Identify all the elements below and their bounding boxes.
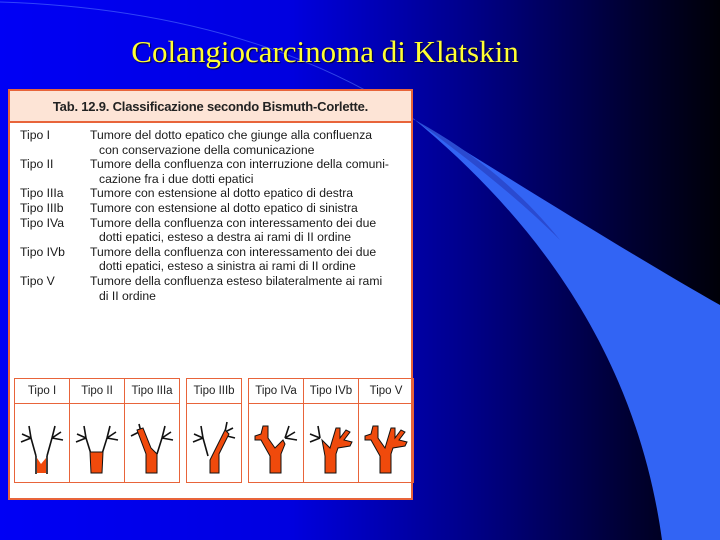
row-description: Tumore con estensione al dotto epatico di destra bbox=[90, 186, 354, 201]
table-row bbox=[20, 216, 405, 245]
table-row bbox=[20, 201, 405, 216]
diagram-label: Tipo IVb bbox=[304, 379, 358, 404]
slide-title: Colangiocarcinoma di Klatskin bbox=[131, 34, 519, 69]
diagram-label: Tipo II bbox=[70, 379, 124, 404]
row-description: Tumore della confluenza con interruzione della comuni- cazione fra i due dotti epatici bbox=[90, 157, 389, 186]
diagram-cell bbox=[304, 379, 359, 482]
diagram-group-3 bbox=[248, 378, 414, 483]
diagram-cell bbox=[125, 379, 179, 482]
diagram-cell bbox=[359, 379, 413, 482]
bile-duct-tree-type-4b-icon bbox=[308, 418, 354, 474]
diagram-group-2 bbox=[186, 378, 242, 483]
row-type: Tipo IIIb bbox=[20, 200, 64, 215]
row-description: Tumore della confluenza con interessamento dei due dotti epatici, esteso a destra ai rami di II ordine bbox=[90, 215, 377, 245]
row-type: Tipo V bbox=[20, 273, 55, 288]
row-description: Tumore del dotto epatico che giunge alla confluenza con conservazione della comunicazione bbox=[90, 128, 373, 157]
classification-table bbox=[8, 89, 413, 500]
table-row bbox=[20, 157, 405, 186]
row-description: Tumore della confluenza esteso bilateralmente ai rami di II ordine bbox=[90, 273, 383, 303]
row-type: Tipo IVa bbox=[20, 215, 65, 230]
diagram-group-1 bbox=[14, 378, 180, 483]
diagram-cell bbox=[187, 379, 241, 482]
bile-duct-tree-type-3a-icon bbox=[129, 418, 175, 474]
bile-duct-tree-type-2-icon bbox=[74, 418, 120, 474]
bile-duct-tree-type-4a-icon bbox=[253, 418, 299, 474]
classification-rows bbox=[20, 128, 405, 303]
diagram-strip bbox=[14, 378, 420, 483]
table-row bbox=[20, 245, 405, 274]
diagram-label: Tipo IIIa bbox=[125, 379, 179, 404]
table-row bbox=[20, 128, 405, 157]
diagram-cell bbox=[15, 379, 70, 482]
table-row bbox=[20, 274, 405, 303]
row-description: Tumore della confluenza con interessamento dei due dotti epatici, esteso a sinistra ai rami di II ordine bbox=[90, 244, 377, 274]
diagram-cell bbox=[249, 379, 304, 482]
bile-duct-tree-type-1-icon bbox=[19, 418, 65, 474]
row-type: Tipo IIIa bbox=[20, 186, 64, 201]
diagram-cell bbox=[70, 379, 125, 482]
diagram-label: Tipo IVa bbox=[249, 379, 303, 404]
row-type: Tipo II bbox=[20, 157, 54, 172]
table-row bbox=[20, 186, 405, 201]
row-description: Tumore con estensione al dotto epatico di sinistra bbox=[90, 200, 358, 215]
diagram-label: Tipo IIIb bbox=[187, 379, 241, 404]
diagram-label: Tipo I bbox=[15, 379, 69, 404]
row-type: Tipo I bbox=[20, 128, 51, 142]
row-type: Tipo IVb bbox=[20, 244, 65, 259]
table-caption: Tab. 12.9. Classificazione secondo Bismuth-Corlette. bbox=[10, 91, 411, 123]
bile-duct-tree-type-5-icon bbox=[363, 418, 409, 474]
bile-duct-tree-type-3b-icon bbox=[191, 418, 237, 474]
diagram-label: Tipo V bbox=[359, 379, 413, 404]
